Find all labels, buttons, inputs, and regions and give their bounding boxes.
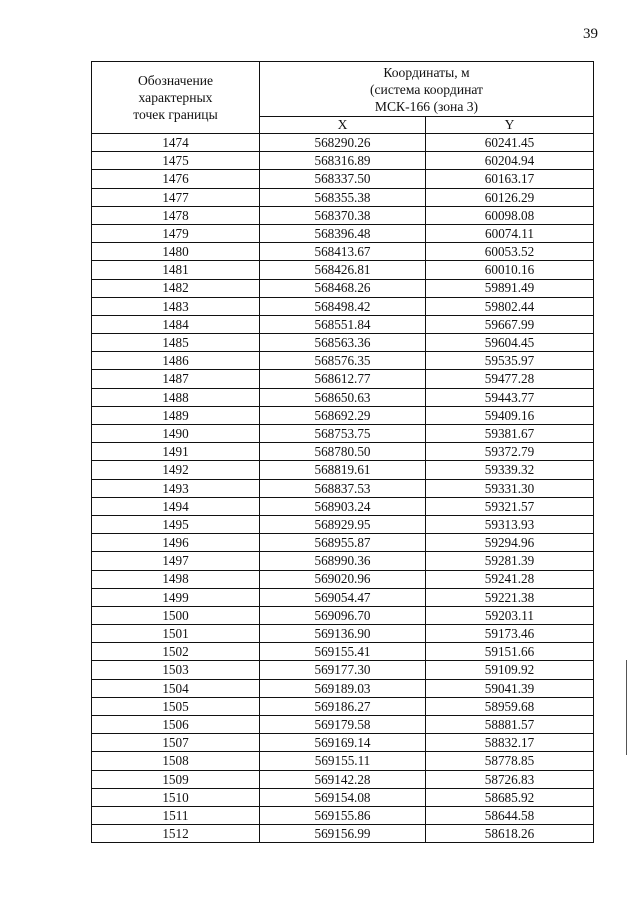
y-coordinate-cell: 59443.77 xyxy=(426,388,594,406)
table-row xyxy=(92,388,594,406)
point-number-cell: 1482 xyxy=(92,279,260,297)
point-number-cell: 1479 xyxy=(92,224,260,242)
y-coordinate-cell: 59313.93 xyxy=(426,515,594,533)
y-coordinate-cell: 60204.94 xyxy=(426,152,594,170)
y-coordinate-cell: 59891.49 xyxy=(426,279,594,297)
table-row xyxy=(92,734,594,752)
y-coordinate-cell: 58644.58 xyxy=(426,806,594,824)
x-coordinate-cell: 569136.90 xyxy=(260,625,426,643)
table-row xyxy=(92,461,594,479)
table-row xyxy=(92,661,594,679)
point-number-cell: 1488 xyxy=(92,388,260,406)
y-coordinate-cell: 59604.45 xyxy=(426,334,594,352)
table-row xyxy=(92,625,594,643)
point-number-cell: 1503 xyxy=(92,661,260,679)
y-coordinate-cell: 59667.99 xyxy=(426,315,594,333)
y-coordinate-cell: 59331.30 xyxy=(426,479,594,497)
point-number-cell: 1484 xyxy=(92,315,260,333)
x-coordinate-cell: 568290.26 xyxy=(260,134,426,152)
point-number-cell: 1490 xyxy=(92,425,260,443)
point-number-cell: 1480 xyxy=(92,243,260,261)
table-row xyxy=(92,352,594,370)
table-row xyxy=(92,770,594,788)
x-coordinate-cell: 569189.03 xyxy=(260,679,426,697)
table-row xyxy=(92,588,594,606)
x-coordinate-cell: 569020.96 xyxy=(260,570,426,588)
table-header-row xyxy=(92,62,594,117)
point-number-cell: 1478 xyxy=(92,206,260,224)
table-row xyxy=(92,443,594,461)
coordinates-table xyxy=(91,61,594,843)
y-coordinate-cell: 59321.57 xyxy=(426,497,594,515)
table-row xyxy=(92,279,594,297)
y-coordinate-cell: 59241.28 xyxy=(426,570,594,588)
table-row xyxy=(92,334,594,352)
x-coordinate-cell: 568990.36 xyxy=(260,552,426,570)
point-number-cell: 1481 xyxy=(92,261,260,279)
table-row xyxy=(92,716,594,734)
point-number-cell: 1491 xyxy=(92,443,260,461)
y-column-header: Y xyxy=(426,117,594,134)
y-coordinate-cell: 60126.29 xyxy=(426,188,594,206)
x-coordinate-cell: 568468.26 xyxy=(260,279,426,297)
point-number-cell: 1512 xyxy=(92,825,260,843)
point-number-cell: 1499 xyxy=(92,588,260,606)
table-row xyxy=(92,170,594,188)
x-coordinate-cell: 568563.36 xyxy=(260,334,426,352)
x-coordinate-cell: 568780.50 xyxy=(260,443,426,461)
page-number: 39 xyxy=(583,26,598,42)
table-row xyxy=(92,479,594,497)
table-row xyxy=(92,606,594,624)
point-number-cell: 1495 xyxy=(92,515,260,533)
coords-header-line-2: (система координат xyxy=(370,81,483,97)
y-coordinate-cell: 58726.83 xyxy=(426,770,594,788)
point-number-cell: 1483 xyxy=(92,297,260,315)
point-number-cell: 1477 xyxy=(92,188,260,206)
table-row xyxy=(92,224,594,242)
point-number-cell: 1506 xyxy=(92,716,260,734)
table-body xyxy=(92,134,594,843)
coords-header-line-1: Координаты, м xyxy=(383,64,470,80)
x-coordinate-cell: 569179.58 xyxy=(260,716,426,734)
x-coordinate-cell: 568903.24 xyxy=(260,497,426,515)
table-row xyxy=(92,534,594,552)
table-row xyxy=(92,261,594,279)
x-coordinate-cell: 568498.42 xyxy=(260,297,426,315)
table-row xyxy=(92,515,594,533)
x-coordinate-cell: 568551.84 xyxy=(260,315,426,333)
point-number-cell: 1501 xyxy=(92,625,260,643)
x-coordinate-cell: 569156.99 xyxy=(260,825,426,843)
point-header-line-2: характерных xyxy=(138,90,213,105)
coords-header-line-3: МСК-166 (зона 3) xyxy=(374,98,479,114)
x-coordinate-cell: 568612.77 xyxy=(260,370,426,388)
y-coordinate-cell: 60098.08 xyxy=(426,206,594,224)
coordinates-header xyxy=(260,62,594,117)
table-row xyxy=(92,206,594,224)
x-coordinate-cell: 568692.29 xyxy=(260,406,426,424)
x-column-header: X xyxy=(260,117,426,134)
y-coordinate-cell: 60053.52 xyxy=(426,243,594,261)
y-coordinate-cell: 59203.11 xyxy=(426,606,594,624)
scan-edge-mark xyxy=(626,660,627,755)
y-coordinate-cell: 58832.17 xyxy=(426,734,594,752)
x-coordinate-cell: 569177.30 xyxy=(260,661,426,679)
y-coordinate-cell: 59281.39 xyxy=(426,552,594,570)
table-row xyxy=(92,497,594,515)
y-coordinate-cell: 60163.17 xyxy=(426,170,594,188)
point-number-cell: 1500 xyxy=(92,606,260,624)
table-row xyxy=(92,806,594,824)
y-coordinate-cell: 58685.92 xyxy=(426,788,594,806)
y-coordinate-cell: 59372.79 xyxy=(426,443,594,461)
point-number-cell: 1475 xyxy=(92,152,260,170)
table-row xyxy=(92,134,594,152)
y-coordinate-cell: 59409.16 xyxy=(426,406,594,424)
x-coordinate-cell: 569155.11 xyxy=(260,752,426,770)
y-coordinate-cell: 59109.92 xyxy=(426,661,594,679)
table-row xyxy=(92,643,594,661)
y-coordinate-cell: 59802.44 xyxy=(426,297,594,315)
table-row xyxy=(92,788,594,806)
x-coordinate-cell: 568337.50 xyxy=(260,170,426,188)
x-coordinate-cell: 568576.35 xyxy=(260,352,426,370)
x-coordinate-cell: 569154.08 xyxy=(260,788,426,806)
x-coordinate-cell: 569054.47 xyxy=(260,588,426,606)
point-number-cell: 1487 xyxy=(92,370,260,388)
x-coordinate-cell: 569155.86 xyxy=(260,806,426,824)
y-coordinate-cell: 59221.38 xyxy=(426,588,594,606)
point-number-cell: 1510 xyxy=(92,788,260,806)
x-coordinate-cell: 568396.48 xyxy=(260,224,426,242)
point-number-cell: 1476 xyxy=(92,170,260,188)
x-coordinate-cell: 568355.38 xyxy=(260,188,426,206)
point-number-cell: 1507 xyxy=(92,734,260,752)
y-coordinate-cell: 58959.68 xyxy=(426,697,594,715)
x-coordinate-cell: 569186.27 xyxy=(260,697,426,715)
table-row xyxy=(92,188,594,206)
y-coordinate-cell: 60010.16 xyxy=(426,261,594,279)
point-number-cell: 1489 xyxy=(92,406,260,424)
y-coordinate-cell: 60241.45 xyxy=(426,134,594,152)
y-coordinate-cell: 59381.67 xyxy=(426,425,594,443)
y-coordinate-cell: 59294.96 xyxy=(426,534,594,552)
table-row xyxy=(92,243,594,261)
x-coordinate-cell: 568426.81 xyxy=(260,261,426,279)
table-row xyxy=(92,152,594,170)
point-number-cell: 1498 xyxy=(92,570,260,588)
table-row xyxy=(92,825,594,843)
point-number-cell: 1493 xyxy=(92,479,260,497)
point-number-cell: 1492 xyxy=(92,461,260,479)
x-coordinate-cell: 568413.67 xyxy=(260,243,426,261)
x-coordinate-cell: 568819.61 xyxy=(260,461,426,479)
point-number-cell: 1497 xyxy=(92,552,260,570)
x-coordinate-cell: 569155.41 xyxy=(260,643,426,661)
table-row xyxy=(92,406,594,424)
y-coordinate-cell: 58778.85 xyxy=(426,752,594,770)
point-number-cell: 1485 xyxy=(92,334,260,352)
point-number-cell: 1504 xyxy=(92,679,260,697)
y-coordinate-cell: 59339.32 xyxy=(426,461,594,479)
y-coordinate-cell: 58881.57 xyxy=(426,716,594,734)
table-row xyxy=(92,552,594,570)
x-coordinate-cell: 569142.28 xyxy=(260,770,426,788)
table-row xyxy=(92,297,594,315)
x-coordinate-cell: 568753.75 xyxy=(260,425,426,443)
table-row xyxy=(92,370,594,388)
y-coordinate-cell: 59535.97 xyxy=(426,352,594,370)
y-coordinate-cell: 60074.11 xyxy=(426,224,594,242)
point-number-cell: 1505 xyxy=(92,697,260,715)
x-coordinate-cell: 569096.70 xyxy=(260,606,426,624)
y-coordinate-cell: 59173.46 xyxy=(426,625,594,643)
x-coordinate-cell: 568929.95 xyxy=(260,515,426,533)
x-coordinate-cell: 568955.87 xyxy=(260,534,426,552)
point-number-cell: 1508 xyxy=(92,752,260,770)
point-number-cell: 1509 xyxy=(92,770,260,788)
y-coordinate-cell: 58618.26 xyxy=(426,825,594,843)
x-coordinate-cell: 568316.89 xyxy=(260,152,426,170)
table-row xyxy=(92,679,594,697)
y-coordinate-cell: 59151.66 xyxy=(426,643,594,661)
table-row xyxy=(92,315,594,333)
point-number-cell: 1496 xyxy=(92,534,260,552)
point-header-line-3: точек границы xyxy=(133,107,218,122)
x-coordinate-cell: 568370.38 xyxy=(260,206,426,224)
point-number-cell: 1502 xyxy=(92,643,260,661)
point-number-cell: 1486 xyxy=(92,352,260,370)
point-header-line-1: Обозначение xyxy=(137,73,214,88)
point-number-cell: 1494 xyxy=(92,497,260,515)
y-coordinate-cell: 59477.28 xyxy=(426,370,594,388)
point-number-cell: 1511 xyxy=(92,806,260,824)
table-row xyxy=(92,697,594,715)
x-coordinate-cell: 568837.53 xyxy=(260,479,426,497)
table-row xyxy=(92,752,594,770)
point-designation-header xyxy=(92,62,260,134)
x-coordinate-cell: 569169.14 xyxy=(260,734,426,752)
table-row xyxy=(92,425,594,443)
x-coordinate-cell: 568650.63 xyxy=(260,388,426,406)
y-coordinate-cell: 59041.39 xyxy=(426,679,594,697)
table-row xyxy=(92,570,594,588)
point-number-cell: 1474 xyxy=(92,134,260,152)
